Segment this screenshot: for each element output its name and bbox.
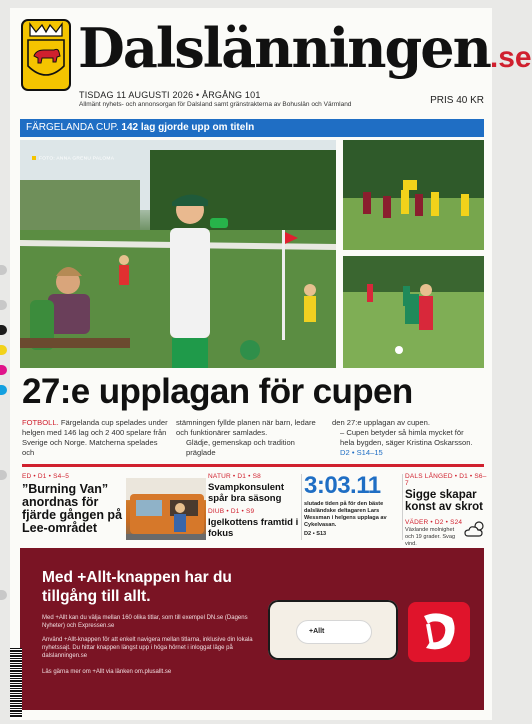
tagline: Allmänt nyhets- och annonsorgan för Dalsland samt gränstrakterna av Bohuslän och Värmland: [79, 101, 352, 108]
teaser-igelkott[interactable]: [208, 508, 300, 539]
lead-col2-text: stämningen fyllde planen när barn, ledare och funktionärer samlades.: [176, 418, 316, 437]
barcode: [10, 648, 22, 718]
teaser-kicker: ED • D1 • S4–5: [22, 473, 70, 480]
teaser-headline: Sigge skapar konst av skrot: [405, 489, 483, 513]
lead-col3-text: den 27:e upplagan av cupen.: [332, 418, 430, 427]
teaser-kicker: NATUR • D1 • S8: [208, 473, 261, 480]
photo-top-right[interactable]: [343, 140, 484, 250]
newspaper-title[interactable]: [78, 16, 532, 90]
main-photo-scene: [20, 140, 336, 368]
plusallt-advert[interactable]: [20, 548, 484, 710]
coat-of-arms-icon: [22, 20, 70, 90]
section-divider: [22, 464, 484, 467]
teaser-kicker: DIUB • D1 • S9: [208, 508, 255, 515]
print-mark: [0, 325, 7, 335]
lead-column-2: [176, 418, 324, 458]
teaser-van-photo[interactable]: [126, 478, 206, 540]
banner-section: FÄRGELANDA CUP: [26, 122, 116, 133]
print-mark: [0, 265, 7, 275]
section-banner[interactable]: FÄRGELANDA CUP. 142 lag gjorde upp om titeln: [20, 119, 484, 137]
ad-paragraph-1: Med +Allt kan du välja mellan 160 olika titlar, som till exempel DN.se (Dagens Nyheter) och Expressen.se: [42, 615, 248, 629]
teaser-time: 3:03.11: [304, 472, 381, 499]
teaser-headline: ”Burning Van” anordnas för fjärde gången på Lee-området: [22, 482, 123, 535]
teaser-svamp[interactable]: [208, 473, 300, 504]
print-mark: [0, 590, 7, 600]
ad-headline: Med +Allt-knappen har du tillgång till allt.: [42, 569, 232, 605]
main-photo[interactable]: [20, 140, 336, 368]
teaser-burning-van[interactable]: [22, 473, 130, 535]
masthead: [10, 8, 532, 118]
lead-column-3: [332, 418, 480, 458]
teaser-kicker: DALS LÅNGED • D1 • S6–7: [405, 473, 487, 487]
photo-bottom-scene: [343, 256, 484, 368]
dateline: TISDAG 11 AUGUSTI 2026 • ÅRGÅNG 101: [79, 90, 261, 100]
photo-credit: FOTO: ANNA GRENU PALOMA: [32, 156, 114, 161]
print-mark: [0, 470, 7, 480]
van-photo-scene: [126, 478, 206, 540]
photo-top-scene: [343, 140, 484, 250]
teaser-page-ref: D2 • S13: [304, 531, 327, 537]
teaser-headline: Igelkottens framtid i fokus: [208, 517, 299, 539]
phone-illustration: [268, 600, 398, 660]
lead-col2-text2: Glädje, gemenskap och tradition präglade: [186, 438, 295, 457]
print-mark: [0, 300, 7, 310]
teaser-text: slutade tiden på för den bäste dalsländske deltagaren Lars Wessman i helgens upplaga av Cykelvasan.: [304, 501, 387, 528]
column-divider: [402, 474, 403, 540]
print-mark: [0, 365, 7, 375]
ad-paragraph-2: Använd +Allt-knappen för att enkelt navigera mellan titlarna, inklusive din lokala nyhetssajt. Du hittar knappen längst upp i höga hörnet i inloggat läge på dalslanningen.se: [42, 637, 253, 659]
ad-paragraph-3: Läs gärna mer om +Allt via länken om.plusallt.se: [42, 669, 172, 675]
print-mark: [0, 345, 7, 355]
price: PRIS 40 KR: [430, 95, 484, 106]
plusallt-button[interactable]: [296, 620, 372, 644]
title-suffix: .se: [489, 41, 532, 74]
plusallt-button-label: +Allt: [309, 628, 325, 635]
print-mark: [0, 385, 7, 395]
title-main: Dalslänningen: [78, 16, 490, 80]
teaser-cykelvasan[interactable]: [304, 473, 400, 538]
lead-column-1: [22, 418, 170, 458]
photo-bottom-right[interactable]: [343, 256, 484, 368]
partly-cloudy-icon: [464, 520, 488, 538]
front-page: [10, 8, 532, 720]
banner-text: 142 lag gjorde upp om titeln: [121, 122, 255, 133]
d-logo-icon: [408, 602, 470, 662]
lead-kicker: FOTBOLL.: [22, 418, 59, 427]
teaser-headline: Svampkonsulent spår bra säsong: [208, 482, 285, 504]
lead-col1-text: Färgelanda cup spelades under helgen med 146 lag och 2 400 spelare från Sverige och Norge. Matcherna spelades och: [22, 418, 168, 457]
lead-headline[interactable]: 27:e upplagan för cupen: [22, 372, 413, 411]
lead-col3-text2: – Cupen betyder så himla mycket för hela bygden, säger Kristina Oskarsson.: [340, 428, 473, 447]
weather-text: Växlande molnighet och 19 grader. Svag vind.: [405, 527, 456, 547]
lead-page-ref[interactable]: D2 • S14–15: [340, 448, 383, 457]
weather-kicker: VÄDER • D2 • S24: [405, 519, 463, 526]
column-divider: [301, 474, 302, 540]
dalslanningen-logo: [408, 602, 470, 662]
